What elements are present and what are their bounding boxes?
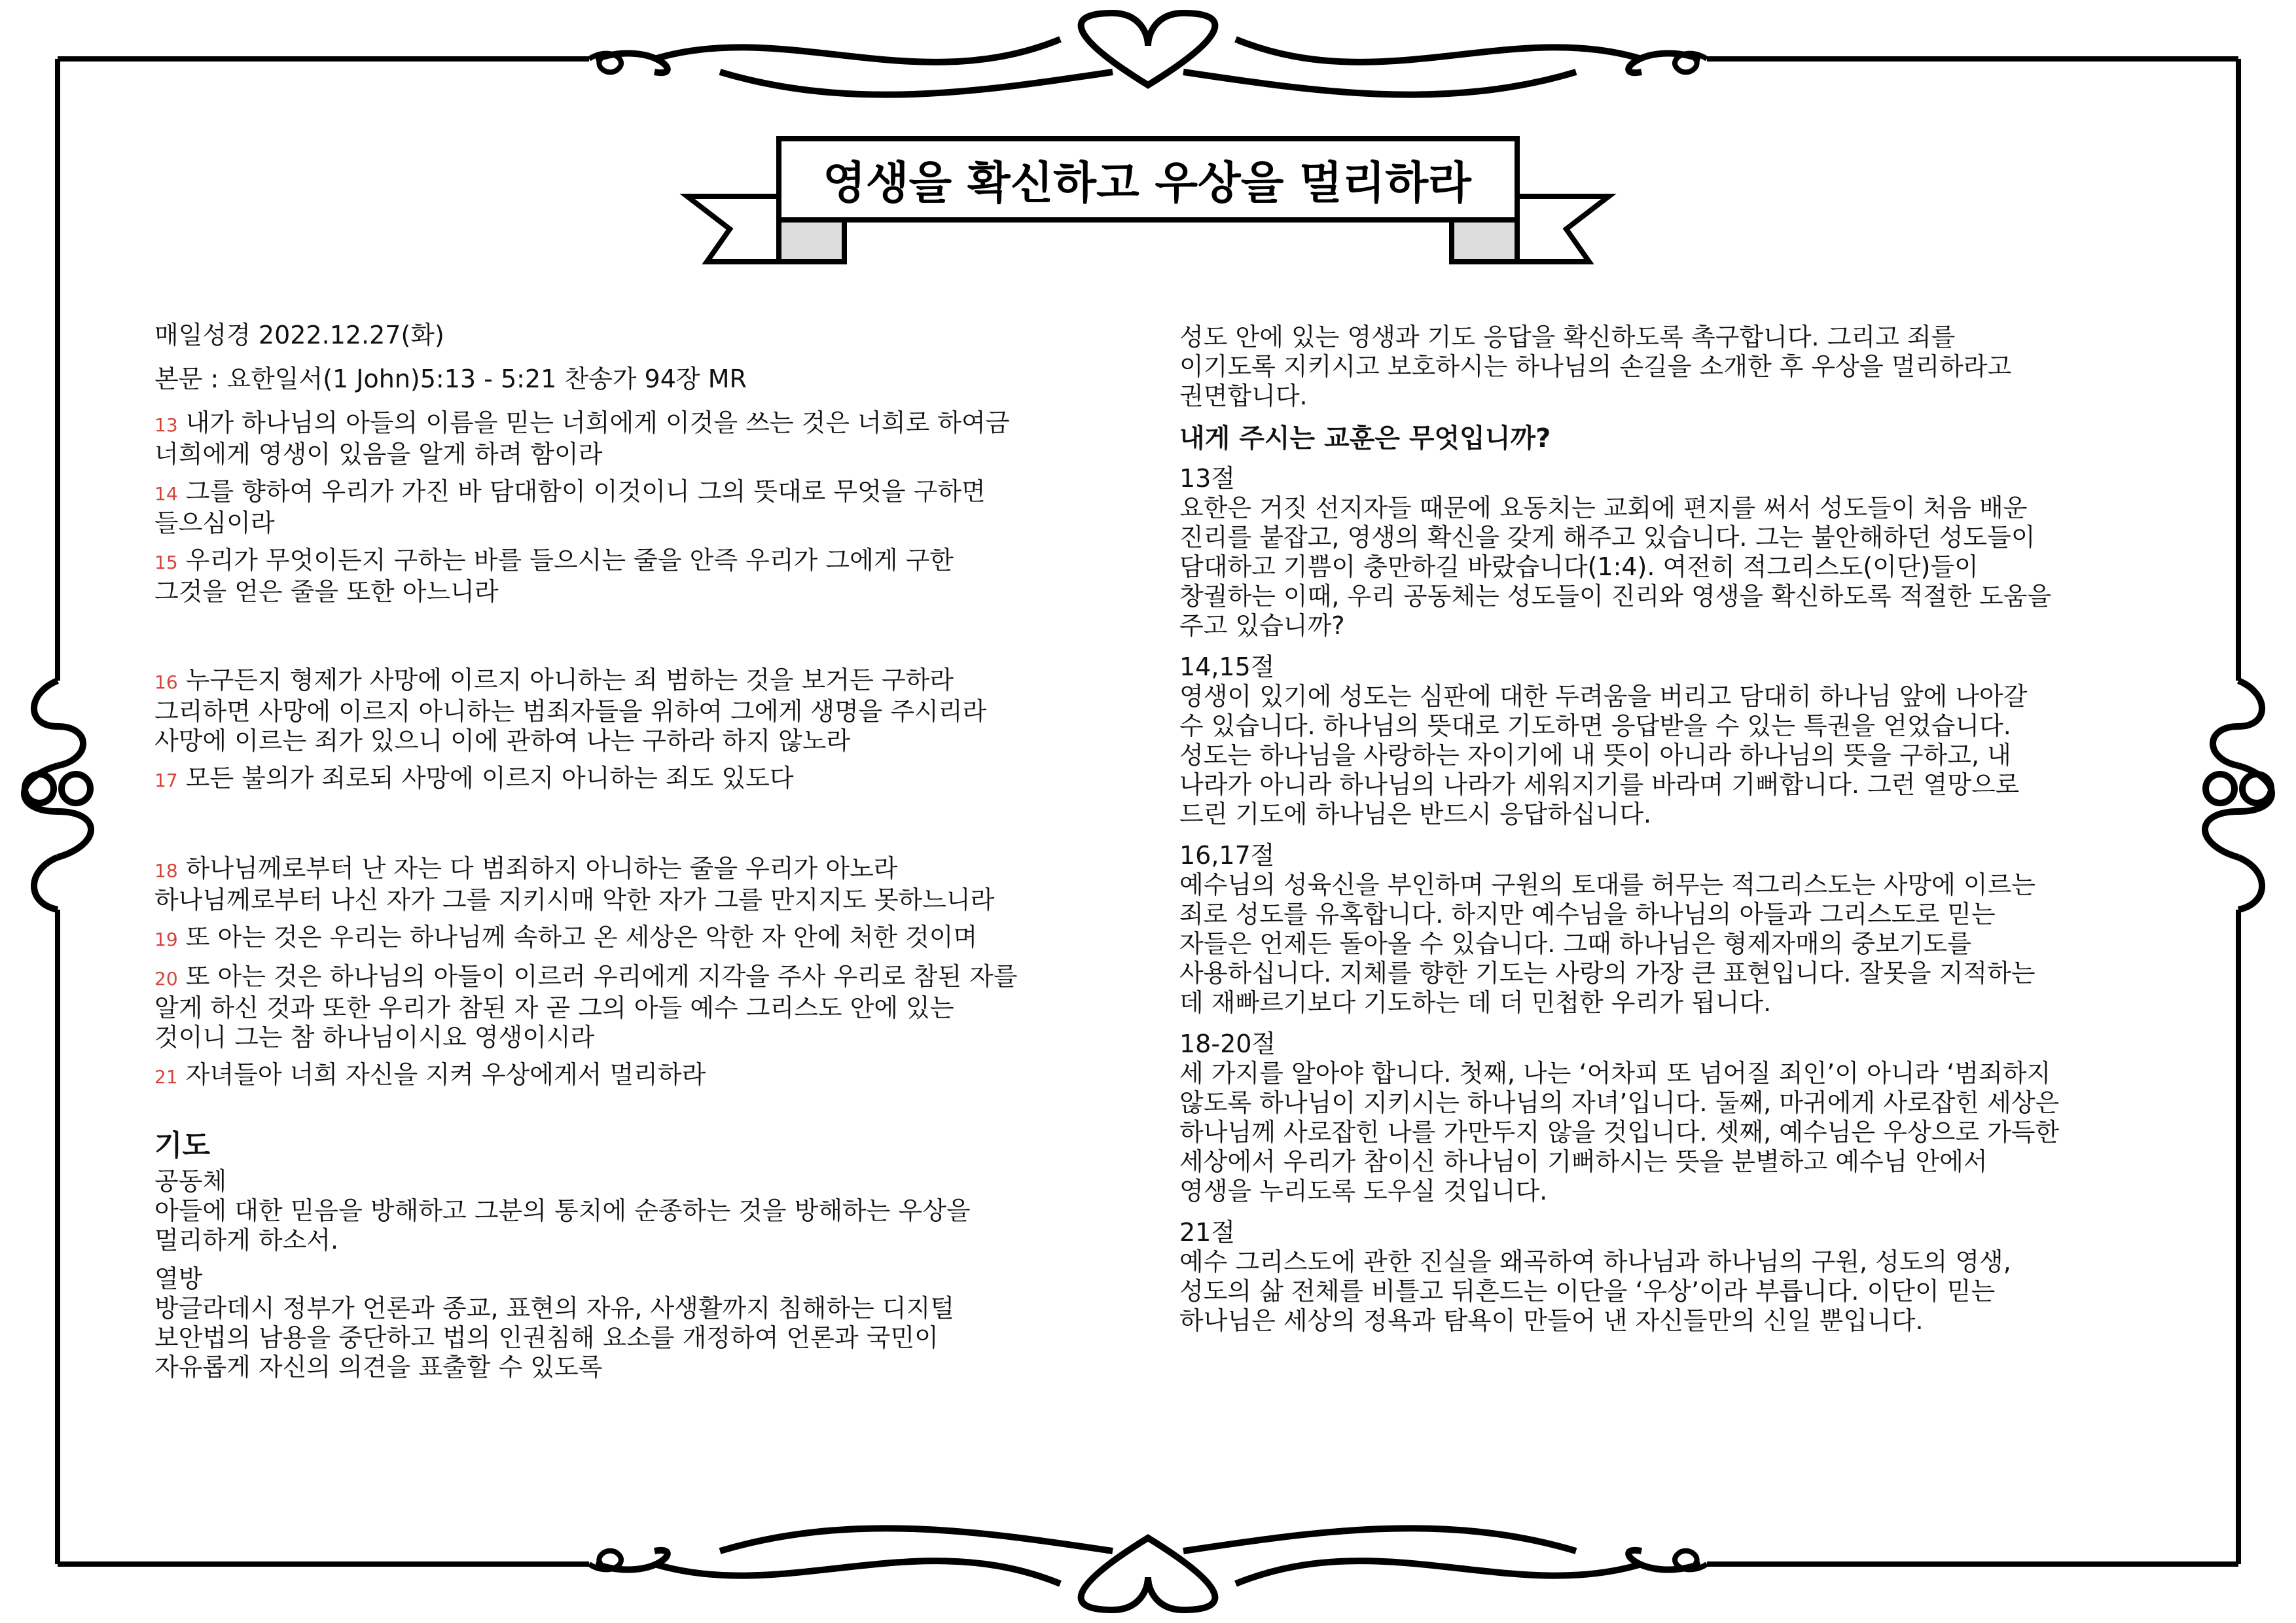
right-ornament [2205,681,2272,910]
date-line: 매일성경 2022.12.27(화) [154,321,444,349]
community-label: 공동체 [154,1167,227,1196]
left-ornament [24,681,91,910]
verse-number: 17 [154,770,178,791]
nations-label: 열방 [154,1264,203,1293]
verse-16: 16 누구든지 형제가 사망에 이르지 아니하는 죄 범하는 것을 보거든 구하라 그리하면 사망에 이르지 아니하는 범죄자들을 위하여 그에게 생명을 주시리라 사망에 이르는 죄가 있으니 이에 관하여 나는 구하라 하지 않노라 [154,666,987,755]
verse-number: 13 [154,414,178,436]
verse-number: 15 [154,552,178,573]
verse-number: 18 [154,860,178,882]
verse-20: 20 또 아는 것은 하나님의 아들이 이르러 우리에게 지각을 주사 우리로 참된 자를 알게 하신 것과 또한 우리가 참된 자 곧 그의 아들 예수 그리스도 안에 있는 것이니 그는 참 하나님이시요 영생이시라 [154,962,1018,1052]
page-title: 영생을 확신하고 우상을 멀리하라 [823,157,1471,209]
section-16-17: 16,17절 예수님의 성육신을 부인하며 구원의 토대를 허무는 적그리스도는 사망에 이르는 죄로 성도를 유혹합니다. 하지만 예수님을 하나님의 아들과 그리스도로 믿는 자들은 언제든 돌아올 수 있습니다. 그때 하나님은 형제자매의 중보기도를 사용하십니다. 지체를 향한 기도는 사랑의 가장 큰 표현입니다. 잘못을 지적하는 데 재빠르기보다 기도하는 데 더 민첩한 우리가 됩니다. [1179,841,2148,1018]
lesson-heading: 내게 주시는 교훈은 무엇입니까? [1179,423,1551,454]
section-14-15: 14,15절 영생이 있기에 성도는 심판에 대한 두려움을 버리고 담대히 하나님 앞에 나아갈 수 있습니다. 하나님의 뜻대로 기도하면 응답받을 수 있는 특권을 얻었습니다. 성도는 하나님을 사랑하는 자이기에 내 뜻이 아니라 하나님의 뜻을 구하고, 내 나라가 아니라 하나님의 나라가 세워지기를 바라며 기뻐합니다. 그런 열망으로 드린 기도에 하나님은 반드시 응답하십니다. [1179,652,2148,829]
section-18-20: 18-20절 세 가지를 알아야 합니다. 첫째, 나는 ‘어차피 또 넘어질 죄인’이 아니라 ‘범죄하지 않도록 하나님이 지키시는 하나님의 자녀’입니다. 둘째, 마귀에게 사로잡힌 세상은 하나님께 사로잡힌 나를 가만두지 않을 것입니다. 셋째, 예수님은 우상으로 가득한 세상에서 우리가 참이신 하나님이 기뻐하시는 뜻을 분별하고 예수님 안에서 영생을 누리도록 도우실 것입니다. [1179,1029,2148,1206]
bottom-ornament [596,1528,1700,1610]
prayer-heading: 기도 [154,1129,211,1162]
verse-number: 14 [154,483,178,505]
section-label: 16,17절 [1179,841,1275,870]
section-13: 13절 요한은 거짓 선지자들 때문에 요동치는 교회에 편지를 써서 성도들이 처음 배운 진리를 붙잡고, 영생의 확신을 갖게 해주고 있습니다. 그는 불안해하던 성도들이 담대하고 기쁨이 충만하길 바랐습니다(1:4). 여전히 적그리스도(이단)들이 창궐하는 이때, 우리 공동체는 성도들이 진리와 영생을 확신하도록 적절한 도움을 주고 있습니까? [1179,464,2148,641]
verse-number: 21 [154,1066,178,1088]
section-label: 14,15절 [1179,652,1275,681]
passage-line: 본문 : 요한일서(1 John)5:13 - 5:21 찬송가 94장 MR [154,365,747,393]
verse-number: 16 [154,671,178,693]
verse-13: 13 내가 하나님의 아들의 이름을 믿는 너희에게 이것을 쓰는 것은 너희로 하여금 너희에게 영생이 있음을 알게 하려 함이라 [154,408,1010,469]
verse-number: 20 [154,968,178,990]
verse-14: 14 그를 향하여 우리가 가진 바 담대함이 이것이니 그의 뜻대로 무엇을 구하면 들으심이라 [154,477,986,537]
left-column [154,321,1123,1382]
verse-19: 19 또 아는 것은 우리는 하나님께 속하고 온 세상은 악한 자 안에 처한 것이며 [154,923,978,952]
top-ornament [596,13,1700,95]
verse-number: 19 [154,929,178,950]
section-21: 21절 예수 그리스도에 관한 진실을 왜곡하여 하나님과 하나님의 구원, 성도의 영생, 성도의 삶 전체를 비틀고 뒤흔드는 이단을 ‘우상’이라 부릅니다. 이단이 믿는 하나님은 세상의 정욕과 탐욕이 만들어 낸 자신들만의 신일 뿐입니다. [1179,1218,2148,1336]
verse-15: 15 우리가 무엇이든지 구하는 바를 들으시는 줄을 안즉 우리가 그에게 구한 그것을 얻은 줄을 또한 아느니라 [154,546,954,606]
verse-21: 21 자녀들아 너희 자신을 지켜 우상에게서 멀리하라 [154,1060,706,1089]
prayer-community: 공동체 아들에 대한 믿음을 방해하고 그분의 통치에 순종하는 것을 방해하는 우상을 멀리하게 하소서. [154,1167,1123,1255]
intro-paragraph: 성도 안에 있는 영생과 기도 응답을 확신하도록 촉구합니다. 그리고 죄를 이기도록 지키시고 보호하시는 하나님의 손길을 소개한 후 우상을 멀리하라고 권면합니다. [1179,323,2012,410]
section-label: 13절 [1179,464,1236,493]
section-label: 18-20절 [1179,1029,1276,1058]
prayer-nations: 열방 방글라데시 정부가 언론과 종교, 표현의 자유, 사생활까지 침해하는 디지털 보안법의 남용을 중단하고 법의 인권침해 요소를 개정하여 언론과 국민이 자유롭게 자신의 의견을 표출할 수 있도록 [154,1264,1123,1382]
section-label: 21절 [1179,1218,1236,1247]
verse-18: 18 하나님께로부터 난 자는 다 범죄하지 아니하는 줄을 우리가 아노라 하나님께로부터 나신 자가 그를 지키시매 악한 자가 그를 만지지도 못하느니라 [154,854,995,914]
verse-17: 17 모든 불의가 죄로되 사망에 이르지 아니하는 죄도 있도다 [154,764,794,793]
right-column [1179,323,2148,1347]
